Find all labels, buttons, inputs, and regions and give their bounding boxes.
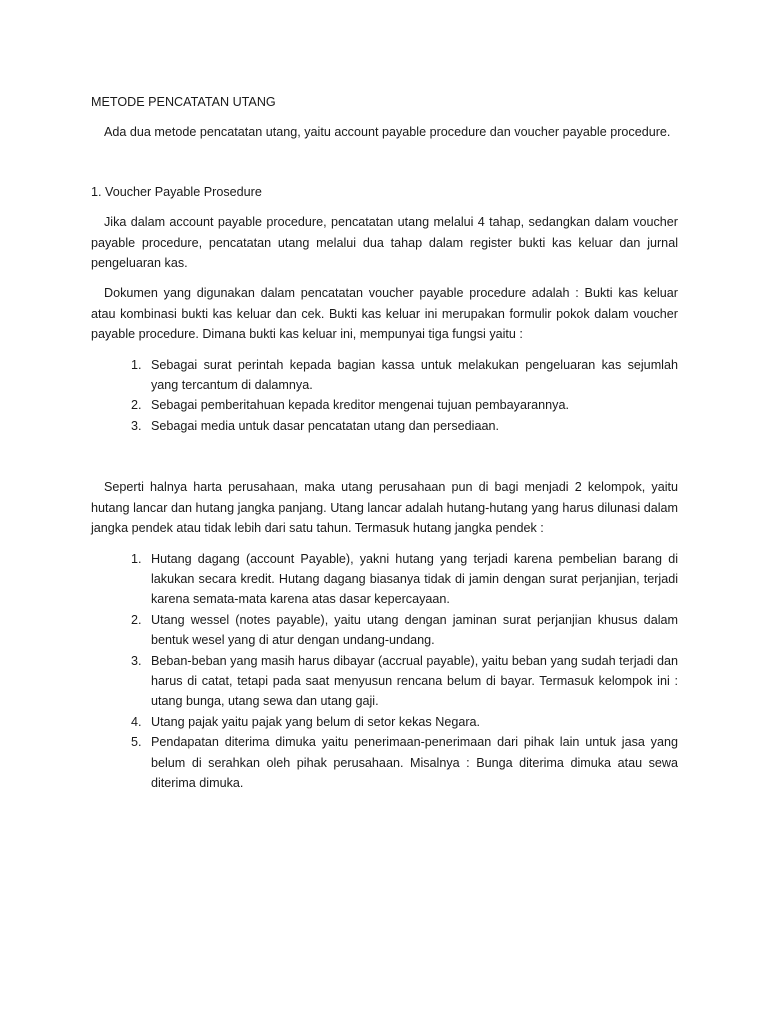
document-body <box>91 92 678 793</box>
list-item <box>91 416 678 436</box>
list-item-number: 4. <box>131 714 142 729</box>
list-item-text: Beban-beban yang masih harus dibayar (accrual payable), yaitu beban yang sudah terjadi dan harus di catat, tetapi pada saat menyusun rencana belum di bayar. Termasuk kelompok ini : utang bunga, utang sewa dan utang gaji. <box>151 653 678 709</box>
section1-paragraph-1: Jika dalam account payable procedure, pencatatan utang melalui 4 tahap, sedangkan dalam voucher payable procedure, pencatatan utang melalui dua tahap dalam register bukti kas keluar dan jurnal pengeluaran kas. <box>91 215 678 271</box>
list-item-number: 1. <box>131 551 142 566</box>
list-item-text: Sebagai pemberitahuan kepada kreditor mengenai tujuan pembayarannya. <box>151 398 569 413</box>
list-item-number: 3. <box>131 653 142 668</box>
list-item-number: 3. <box>131 418 142 433</box>
list-item-text: Utang pajak yaitu pajak yang belum di setor kekas Negara. <box>151 714 481 729</box>
list-item-number: 2. <box>131 398 142 413</box>
list-item-text: Pendapatan diterima dimuka yaitu penerimaan-penerimaan dari pihak lain untuk jasa yang belum di serahkan oleh pihak perusahaan. Misalnya : Bunga diterima dimuka atau sewa diterima dimuka. <box>151 735 678 790</box>
list-item-text: Hutang dagang (account Payable), yakni hutang yang terjadi karena pembelian barang di lakukan secara kredit. Hutang dagang biasanya tidak di jamin dengan surat perjanjian, terjadi karena semata-mata karena atas dasar kepercayaan. <box>151 551 678 607</box>
list-item <box>91 610 678 651</box>
list-item-text: Utang wessel (notes payable), yaitu utang dengan jaminan surat perjanjian khusus dalam bentuk wesel yang di atur dengan undang-undang. <box>151 612 678 648</box>
section1-paragraph-2: Dokumen yang digunakan dalam pencatatan voucher payable procedure adalah : Bukti kas keluar atau kombinasi bukti kas keluar dan cek. Bukti kas keluar ini merupakan formulir pokok dalam voucher payable procedure. Dimana bukti kas keluar ini, mempunyai tiga fungsi yaitu : <box>91 286 678 342</box>
intro-paragraph: Ada dua metode pencatatan utang, yaitu account payable procedure dan voucher payable procedure. <box>104 125 671 140</box>
document-title: METODE PENCATATAN UTANG <box>91 95 276 109</box>
section-heading-voucher-payable: 1. Voucher Payable Prosedure <box>91 184 262 199</box>
list-item <box>91 651 678 712</box>
list-item <box>91 549 678 610</box>
hutang-jangka-pendek-list <box>91 549 678 794</box>
list-item-number: 2. <box>131 612 142 627</box>
list-item <box>91 712 678 732</box>
list-item <box>91 395 678 415</box>
section2-paragraph: Seperti halnya harta perusahaan, maka utang perusahaan pun di bagi menjadi 2 kelompok, yaitu hutang lancar dan hutang jangka panjang. Utang lancar adalah hutang-hutang yang harus dilunasi dalam jangka pendek atau tidak lebih dari satu tahun. Termasuk hutang jangka pendek : <box>91 480 678 536</box>
list-item <box>91 732 678 793</box>
list-item <box>91 355 678 396</box>
fungsi-bukti-kas-list <box>91 355 678 437</box>
list-item-text: Sebagai media untuk dasar pencatatan utang dan persediaan. <box>151 418 499 433</box>
list-item-number: 5. <box>131 735 142 750</box>
list-item-text: Sebagai surat perintah kepada bagian kassa untuk melakukan pengeluaran kas sejumlah yang tercantum di dalamnya. <box>151 357 678 393</box>
list-item-number: 1. <box>131 357 142 372</box>
